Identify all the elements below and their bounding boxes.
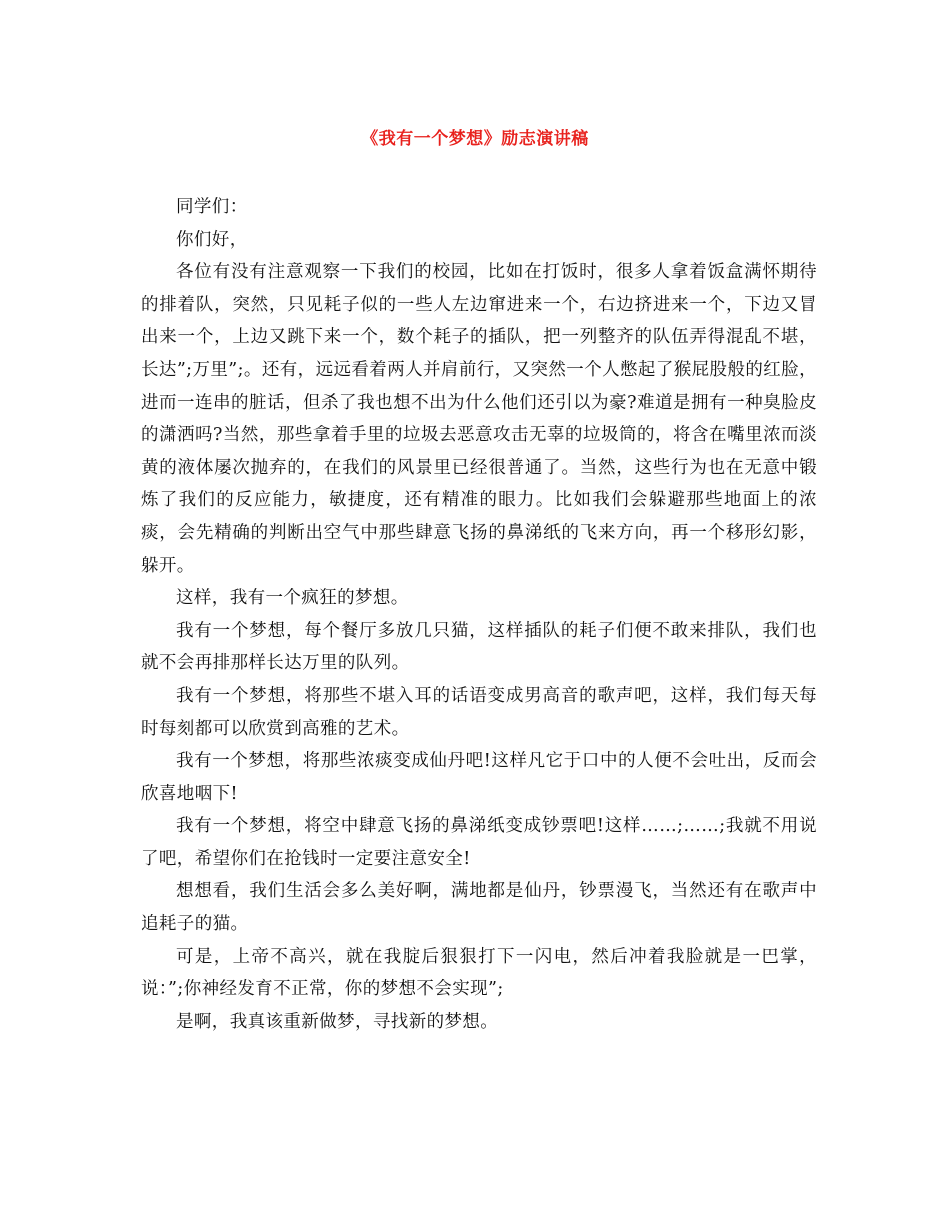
document-body <box>141 191 817 1038</box>
new-dream-paragraph: 是啊，我真该重新做梦，寻找新的梦想。 <box>176 1011 499 1032</box>
document-title: 《我有一个梦想》励志演讲稿 <box>361 129 589 149</box>
salutation-paragraph: 你们好， <box>176 229 248 250</box>
dream-singing-paragraph: 我有一个梦想，将那些不堪入耳的话语变成男高音的歌声吧，这样，我们每天每时每刻都可以欣赏到高雅的艺术。 <box>141 685 817 739</box>
dream-elixir-paragraph: 我有一个梦想，将那些浓痰变成仙丹吧!这样凡它于口中的人便不会吐出，反而会欣喜地咽下! <box>141 751 817 804</box>
dream-cats-paragraph: 我有一个梦想，每个餐厅多放几只猫，这样插队的耗子们便不敢来排队，我们也就不会再排那样长达万里的队列。 <box>141 620 817 674</box>
greeting-paragraph: 同学们： <box>176 197 248 217</box>
god-unhappy-paragraph: 可是，上帝不高兴，就在我腚后狠狠打下一闪电，然后冲着我脸就是一巴掌，说：”;你神经发育不正常，你的梦想不会实现”; <box>141 946 817 1000</box>
crazy-dream-paragraph: 这样，我有一个疯狂的梦想。 <box>176 588 409 609</box>
dream-money-paragraph: 我有一个梦想，将空中肆意飞扬的鼻涕纸变成钞票吧!这样……;……;我就不用说了吧，希望你们在抢钱时一定要注意安全! <box>141 816 817 869</box>
imagine-paragraph: 想想看，我们生活会多么美好啊，满地都是仙丹，钞票漫飞，当然还有在歌声中追耗子的猫。 <box>141 881 817 935</box>
campus-observation-paragraph: 各位有没有注意观察一下我们的校园，比如在打饭时，很多人拿着饭盒满怀期待的排着队，突然，只见耗子似的一些人左边窜进来一个，右边挤进来一个，下边又冒出来一个，上边又跳下来一个，数个耗子的插队，把一列整齐的队伍弄得混乱不堪，长达”;万里”;。还有，远远看着两人并肩前行，又突然一个人憋起了猴屁股般的红脸，进而一连串的脏话，但杀了我也想不出为什么他们还引以为豪?难道是拥有一种臭脸皮的潇洒吗?当然，那些拿着手里的垃圾去恶意攻击无辜的垃圾筒的，将含在嘴里浓而淡黄的液体屡次抛弃的，在我们的风景里已经很普通了。当然，这些行为也在无意中锻炼了我们的反应能力，敏捷度，还有精准的眼力。比如我们会躲避那些地面上的浓痰，会先精确的判断出空气中那些肆意飞扬的鼻涕纸的飞来方向，再一个移形幻影，躲开。 <box>141 262 817 576</box>
